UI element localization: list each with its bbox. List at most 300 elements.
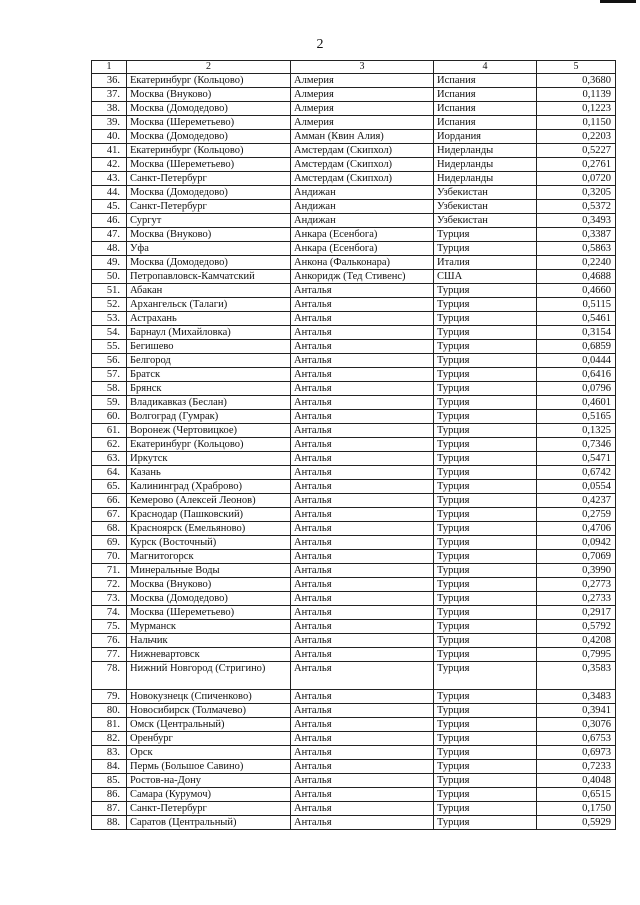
departure-airport-cell: Белгород <box>127 354 291 368</box>
country-cell: Турция <box>434 662 537 690</box>
coefficient-cell: 0,0942 <box>537 536 616 550</box>
departure-airport-cell: Санкт-Петербург <box>127 802 291 816</box>
departure-airport-cell: Нижневартовск <box>127 648 291 662</box>
country-cell: Турция <box>434 550 537 564</box>
country-cell: Турция <box>434 284 537 298</box>
departure-airport-cell: Калининград (Храброво) <box>127 480 291 494</box>
row-number-cell: 65. <box>92 480 127 494</box>
table-row <box>92 368 616 382</box>
table-row <box>92 354 616 368</box>
departure-airport-cell: Москва (Шереметьево) <box>127 158 291 172</box>
departure-airport-cell: Барнаул (Михайловка) <box>127 326 291 340</box>
row-number-cell: 88. <box>92 816 127 830</box>
row-number-cell: 45. <box>92 200 127 214</box>
country-cell: Турция <box>434 606 537 620</box>
country-cell: Турция <box>434 648 537 662</box>
row-number-cell: 80. <box>92 704 127 718</box>
departure-airport-cell: Уфа <box>127 242 291 256</box>
table-row <box>92 382 616 396</box>
row-number-cell: 52. <box>92 298 127 312</box>
destination-airport-cell: Амстердам (Скипхол) <box>291 172 434 186</box>
coefficient-cell: 0,5165 <box>537 410 616 424</box>
header-col-4: 4 <box>434 61 537 74</box>
row-number-cell: 67. <box>92 508 127 522</box>
destination-airport-cell: Анталья <box>291 690 434 704</box>
coefficient-cell: 0,6416 <box>537 368 616 382</box>
destination-airport-cell: Анталья <box>291 368 434 382</box>
row-number-cell: 86. <box>92 788 127 802</box>
destination-airport-cell: Анталья <box>291 382 434 396</box>
coefficient-cell: 0,2759 <box>537 508 616 522</box>
coefficient-cell: 0,4660 <box>537 284 616 298</box>
departure-airport-cell: Москва (Шереметьево) <box>127 116 291 130</box>
departure-airport-cell: Сургут <box>127 214 291 228</box>
destination-airport-cell: Анталья <box>291 340 434 354</box>
country-cell: Турция <box>434 788 537 802</box>
departure-airport-cell: Екатеринбург (Кольцово) <box>127 144 291 158</box>
departure-airport-cell: Абакан <box>127 284 291 298</box>
destination-airport-cell: Анталья <box>291 396 434 410</box>
destination-airport-cell: Анталья <box>291 354 434 368</box>
departure-airport-cell: Москва (Домодедово) <box>127 592 291 606</box>
departure-airport-cell: Воронеж (Чертовицкое) <box>127 424 291 438</box>
coefficient-cell: 0,6973 <box>537 746 616 760</box>
table-row <box>92 88 616 102</box>
country-cell: Турция <box>434 494 537 508</box>
table-row <box>92 284 616 298</box>
row-number-cell: 38. <box>92 102 127 116</box>
country-cell: Турция <box>434 578 537 592</box>
coefficient-cell: 0,4688 <box>537 270 616 284</box>
row-number-cell: 43. <box>92 172 127 186</box>
coefficient-cell: 0,3941 <box>537 704 616 718</box>
row-number-cell: 84. <box>92 760 127 774</box>
row-number-cell: 62. <box>92 438 127 452</box>
coefficient-cell: 0,4048 <box>537 774 616 788</box>
country-cell: Турция <box>434 634 537 648</box>
row-number-cell: 40. <box>92 130 127 144</box>
coefficient-cell: 0,5863 <box>537 242 616 256</box>
destination-airport-cell: Анталья <box>291 536 434 550</box>
destination-airport-cell: Алмерия <box>291 102 434 116</box>
departure-airport-cell: Ростов-на-Дону <box>127 774 291 788</box>
destination-airport-cell: Амстердам (Скипхол) <box>291 144 434 158</box>
country-cell: Турция <box>434 746 537 760</box>
table-row <box>92 732 616 746</box>
coefficient-cell: 0,5115 <box>537 298 616 312</box>
row-number-cell: 70. <box>92 550 127 564</box>
coefficient-cell: 0,4706 <box>537 522 616 536</box>
country-cell: Турция <box>434 564 537 578</box>
routes-table-body <box>92 61 616 830</box>
country-cell: Нидерланды <box>434 172 537 186</box>
country-cell: Турция <box>434 592 537 606</box>
destination-airport-cell: Анталья <box>291 424 434 438</box>
table-row <box>92 242 616 256</box>
country-cell: Турция <box>434 410 537 424</box>
departure-airport-cell: Курск (Восточный) <box>127 536 291 550</box>
departure-airport-cell: Казань <box>127 466 291 480</box>
row-number-cell: 51. <box>92 284 127 298</box>
destination-airport-cell: Алмерия <box>291 116 434 130</box>
destination-airport-cell: Анталья <box>291 732 434 746</box>
row-number-cell: 72. <box>92 578 127 592</box>
table-row <box>92 494 616 508</box>
destination-airport-cell: Анталья <box>291 704 434 718</box>
departure-airport-cell: Орск <box>127 746 291 760</box>
departure-airport-cell: Москва (Внуково) <box>127 228 291 242</box>
coefficient-cell: 0,3154 <box>537 326 616 340</box>
row-number-cell: 53. <box>92 312 127 326</box>
destination-airport-cell: Анталья <box>291 466 434 480</box>
table-row <box>92 130 616 144</box>
destination-airport-cell: Анталья <box>291 298 434 312</box>
departure-airport-cell: Москва (Домодедово) <box>127 256 291 270</box>
coefficient-cell: 0,7995 <box>537 648 616 662</box>
coefficient-cell: 0,2761 <box>537 158 616 172</box>
table-row <box>92 648 616 662</box>
row-number-cell: 77. <box>92 648 127 662</box>
coefficient-cell: 0,1325 <box>537 424 616 438</box>
country-cell: Турция <box>434 354 537 368</box>
coefficient-cell: 0,6515 <box>537 788 616 802</box>
destination-airport-cell: Анкоридж (Тед Стивенс) <box>291 270 434 284</box>
row-number-cell: 64. <box>92 466 127 480</box>
row-number-cell: 47. <box>92 228 127 242</box>
destination-airport-cell: Анталья <box>291 816 434 830</box>
country-cell: Турция <box>434 396 537 410</box>
table-row <box>92 746 616 760</box>
coefficient-cell: 0,5929 <box>537 816 616 830</box>
destination-airport-cell: Анкара (Есенбога) <box>291 228 434 242</box>
destination-airport-cell: Анталья <box>291 718 434 732</box>
departure-airport-cell: Оренбург <box>127 732 291 746</box>
destination-airport-cell: Анталья <box>291 284 434 298</box>
departure-airport-cell: Мурманск <box>127 620 291 634</box>
departure-airport-cell: Москва (Домодедово) <box>127 186 291 200</box>
row-number-cell: 48. <box>92 242 127 256</box>
table-row <box>92 704 616 718</box>
table-row <box>92 508 616 522</box>
coefficient-cell: 0,0554 <box>537 480 616 494</box>
destination-airport-cell: Анталья <box>291 788 434 802</box>
table-row <box>92 214 616 228</box>
country-cell: Турция <box>434 438 537 452</box>
table-row <box>92 634 616 648</box>
country-cell: Турция <box>434 536 537 550</box>
departure-airport-cell: Волгоград (Гумрак) <box>127 410 291 424</box>
coefficient-cell: 0,2733 <box>537 592 616 606</box>
country-cell: Турция <box>434 816 537 830</box>
row-number-cell: 57. <box>92 368 127 382</box>
destination-airport-cell: Анталья <box>291 522 434 536</box>
destination-airport-cell: Андижан <box>291 200 434 214</box>
country-cell: Узбекистан <box>434 214 537 228</box>
coefficient-cell: 0,3583 <box>537 662 616 690</box>
row-number-cell: 74. <box>92 606 127 620</box>
table-row <box>92 298 616 312</box>
table-row <box>92 228 616 242</box>
country-cell: Турция <box>434 704 537 718</box>
coefficient-cell: 0,2240 <box>537 256 616 270</box>
country-cell: Турция <box>434 382 537 396</box>
country-cell: Иордания <box>434 130 537 144</box>
table-row <box>92 340 616 354</box>
row-number-cell: 61. <box>92 424 127 438</box>
destination-airport-cell: Анталья <box>291 746 434 760</box>
row-number-cell: 83. <box>92 746 127 760</box>
row-number-cell: 44. <box>92 186 127 200</box>
country-cell: Турция <box>434 368 537 382</box>
table-row <box>92 256 616 270</box>
country-cell: Турция <box>434 298 537 312</box>
destination-airport-cell: Анталья <box>291 802 434 816</box>
coefficient-cell: 0,3205 <box>537 186 616 200</box>
departure-airport-cell: Архангельск (Талаги) <box>127 298 291 312</box>
departure-airport-cell: Владикавказ (Беслан) <box>127 396 291 410</box>
destination-airport-cell: Анталья <box>291 620 434 634</box>
departure-airport-cell: Москва (Внуково) <box>127 88 291 102</box>
destination-airport-cell: Анталья <box>291 438 434 452</box>
table-row <box>92 816 616 830</box>
destination-airport-cell: Амман (Квин Алия) <box>291 130 434 144</box>
departure-airport-cell: Москва (Домодедово) <box>127 130 291 144</box>
destination-airport-cell: Анталья <box>291 452 434 466</box>
row-number-cell: 66. <box>92 494 127 508</box>
table-row <box>92 200 616 214</box>
coefficient-cell: 0,7069 <box>537 550 616 564</box>
departure-airport-cell: Саратов (Центральный) <box>127 816 291 830</box>
row-number-cell: 58. <box>92 382 127 396</box>
row-number-cell: 79. <box>92 690 127 704</box>
row-number-cell: 46. <box>92 214 127 228</box>
country-cell: Турция <box>434 466 537 480</box>
country-cell: США <box>434 270 537 284</box>
destination-airport-cell: Анталья <box>291 494 434 508</box>
header-col-5: 5 <box>537 61 616 74</box>
table-row <box>92 438 616 452</box>
destination-airport-cell: Андижан <box>291 214 434 228</box>
country-cell: Турция <box>434 718 537 732</box>
departure-airport-cell: Санкт-Петербург <box>127 172 291 186</box>
row-number-cell: 42. <box>92 158 127 172</box>
header-col-1: 1 <box>92 61 127 74</box>
country-cell: Турция <box>434 732 537 746</box>
row-number-cell: 41. <box>92 144 127 158</box>
coefficient-cell: 0,3483 <box>537 690 616 704</box>
row-number-cell: 68. <box>92 522 127 536</box>
country-cell: Италия <box>434 256 537 270</box>
table-row <box>92 522 616 536</box>
header-row <box>92 61 616 74</box>
destination-airport-cell: Анталья <box>291 634 434 648</box>
country-cell: Турция <box>434 340 537 354</box>
table-row <box>92 592 616 606</box>
destination-airport-cell: Амстердам (Скипхол) <box>291 158 434 172</box>
table-row <box>92 102 616 116</box>
departure-airport-cell: Новокузнецк (Спиченково) <box>127 690 291 704</box>
row-number-cell: 50. <box>92 270 127 284</box>
country-cell: Турция <box>434 508 537 522</box>
country-cell: Турция <box>434 326 537 340</box>
coefficient-cell: 0,4237 <box>537 494 616 508</box>
table-row <box>92 564 616 578</box>
row-number-cell: 39. <box>92 116 127 130</box>
destination-airport-cell: Анталья <box>291 564 434 578</box>
row-number-cell: 76. <box>92 634 127 648</box>
coefficient-cell: 0,3387 <box>537 228 616 242</box>
coefficient-cell: 0,0444 <box>537 354 616 368</box>
destination-airport-cell: Алмерия <box>291 74 434 88</box>
departure-airport-cell: Москва (Домодедово) <box>127 102 291 116</box>
destination-airport-cell: Анталья <box>291 312 434 326</box>
row-number-cell: 36. <box>92 74 127 88</box>
row-number-cell: 54. <box>92 326 127 340</box>
table-row <box>92 144 616 158</box>
table-row <box>92 410 616 424</box>
country-cell: Турция <box>434 774 537 788</box>
row-number-cell: 63. <box>92 452 127 466</box>
row-number-cell: 49. <box>92 256 127 270</box>
destination-airport-cell: Анталья <box>291 606 434 620</box>
destination-airport-cell: Анталья <box>291 480 434 494</box>
country-cell: Испания <box>434 88 537 102</box>
table-row <box>92 466 616 480</box>
departure-airport-cell: Краснодар (Пашковский) <box>127 508 291 522</box>
coefficient-cell: 0,1223 <box>537 102 616 116</box>
departure-airport-cell: Минеральные Воды <box>127 564 291 578</box>
table-row <box>92 662 616 690</box>
coefficient-cell: 0,3493 <box>537 214 616 228</box>
departure-airport-cell: Кемерово (Алексей Леонов) <box>127 494 291 508</box>
table-row <box>92 158 616 172</box>
departure-airport-cell: Омск (Центральный) <box>127 718 291 732</box>
coefficient-cell: 0,7233 <box>537 760 616 774</box>
departure-airport-cell: Иркутск <box>127 452 291 466</box>
destination-airport-cell: Анталья <box>291 648 434 662</box>
row-number-cell: 59. <box>92 396 127 410</box>
coefficient-cell: 0,6859 <box>537 340 616 354</box>
country-cell: Узбекистан <box>434 186 537 200</box>
country-cell: Турция <box>434 452 537 466</box>
table-row <box>92 606 616 620</box>
country-cell: Нидерланды <box>434 144 537 158</box>
coefficient-cell: 0,5227 <box>537 144 616 158</box>
row-number-cell: 71. <box>92 564 127 578</box>
country-cell: Турция <box>434 242 537 256</box>
row-number-cell: 37. <box>92 88 127 102</box>
departure-airport-cell: Братск <box>127 368 291 382</box>
coefficient-cell: 0,5372 <box>537 200 616 214</box>
coefficient-cell: 0,6742 <box>537 466 616 480</box>
destination-airport-cell: Анталья <box>291 550 434 564</box>
departure-airport-cell: Санкт-Петербург <box>127 200 291 214</box>
table-row <box>92 452 616 466</box>
row-number-cell: 78. <box>92 662 127 690</box>
departure-airport-cell: Самара (Курумоч) <box>127 788 291 802</box>
table-row <box>92 270 616 284</box>
departure-airport-cell: Пермь (Большое Савино) <box>127 760 291 774</box>
coefficient-cell: 0,1139 <box>537 88 616 102</box>
table-row <box>92 550 616 564</box>
country-cell: Испания <box>434 74 537 88</box>
destination-airport-cell: Алмерия <box>291 88 434 102</box>
coefficient-cell: 0,7346 <box>537 438 616 452</box>
departure-airport-cell: Красноярск (Емельяново) <box>127 522 291 536</box>
table-row <box>92 480 616 494</box>
table-row <box>92 312 616 326</box>
country-cell: Турция <box>434 802 537 816</box>
coefficient-cell: 0,3076 <box>537 718 616 732</box>
country-cell: Турция <box>434 522 537 536</box>
departure-airport-cell: Нижний Новгород (Стригино) <box>127 662 291 690</box>
page-number: 2 <box>316 37 324 52</box>
country-cell: Испания <box>434 102 537 116</box>
table-row <box>92 326 616 340</box>
destination-airport-cell: Анталья <box>291 760 434 774</box>
table-row <box>92 690 616 704</box>
destination-airport-cell: Андижан <box>291 186 434 200</box>
table-row <box>92 774 616 788</box>
row-number-cell: 81. <box>92 718 127 732</box>
country-cell: Турция <box>434 228 537 242</box>
coefficient-cell: 0,5471 <box>537 452 616 466</box>
coefficient-cell: 0,3990 <box>537 564 616 578</box>
row-number-cell: 75. <box>92 620 127 634</box>
country-cell: Турция <box>434 424 537 438</box>
country-cell: Турция <box>434 312 537 326</box>
departure-airport-cell: Москва (Шереметьево) <box>127 606 291 620</box>
destination-airport-cell: Анталья <box>291 662 434 690</box>
table-row <box>92 116 616 130</box>
coefficient-cell: 0,2203 <box>537 130 616 144</box>
destination-airport-cell: Анкара (Есенбога) <box>291 242 434 256</box>
table-row <box>92 718 616 732</box>
row-number-cell: 60. <box>92 410 127 424</box>
destination-airport-cell: Анталья <box>291 578 434 592</box>
coefficient-cell: 0,1750 <box>537 802 616 816</box>
table-row <box>92 620 616 634</box>
coefficient-cell: 0,2917 <box>537 606 616 620</box>
departure-airport-cell: Екатеринбург (Кольцово) <box>127 438 291 452</box>
destination-airport-cell: Анкона (Фальконара) <box>291 256 434 270</box>
table-row <box>92 788 616 802</box>
departure-airport-cell: Петропавловск-Камчатский <box>127 270 291 284</box>
routes-table <box>91 60 616 830</box>
table-row <box>92 74 616 88</box>
row-number-cell: 73. <box>92 592 127 606</box>
country-cell: Турция <box>434 480 537 494</box>
coefficient-cell: 0,1150 <box>537 116 616 130</box>
row-number-cell: 87. <box>92 802 127 816</box>
coefficient-cell: 0,0796 <box>537 382 616 396</box>
table-row <box>92 424 616 438</box>
country-cell: Испания <box>434 116 537 130</box>
departure-airport-cell: Москва (Внуково) <box>127 578 291 592</box>
destination-airport-cell: Анталья <box>291 592 434 606</box>
table-row <box>92 536 616 550</box>
departure-airport-cell: Астрахань <box>127 312 291 326</box>
coefficient-cell: 0,4208 <box>537 634 616 648</box>
destination-airport-cell: Анталья <box>291 410 434 424</box>
country-cell: Турция <box>434 690 537 704</box>
departure-airport-cell: Бегишево <box>127 340 291 354</box>
row-number-cell: 85. <box>92 774 127 788</box>
table-row <box>92 578 616 592</box>
coefficient-cell: 0,6753 <box>537 732 616 746</box>
table-row <box>92 760 616 774</box>
coefficient-cell: 0,5792 <box>537 620 616 634</box>
